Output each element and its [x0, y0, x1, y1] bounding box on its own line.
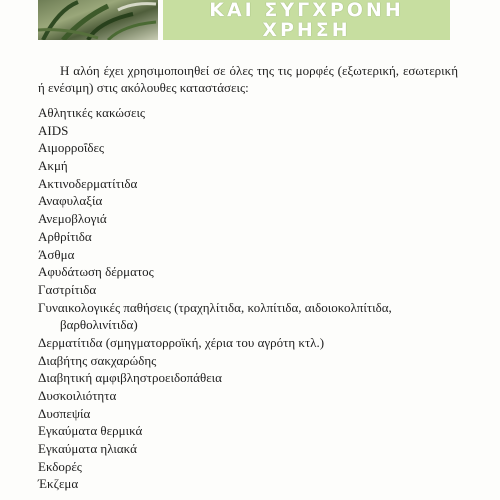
list-item: Δερματίτιδα (σμηγματορροϊκή, χέρια του αγρότη κτλ.) [38, 334, 325, 350]
list-item: Διαβητική αμφιβληστροειδοπάθεια [38, 370, 222, 386]
list-item: Εγκαύματα ηλιακά [38, 441, 137, 457]
list-item: Γαστρίτιδα [38, 281, 97, 297]
list-item: Εγκαύματα θερμικά [38, 423, 143, 439]
list-item: Διαβήτης σακχαρώδης [38, 352, 157, 368]
chapter-title: ΚΑΙ ΣΥΓΧΡΟΝΗ ΧΡΗΣΗ [209, 0, 404, 41]
list-item: AIDS [38, 122, 69, 138]
chapter-header-band [163, 0, 450, 40]
list-item-continuation: βαρθολινίτιδα) [60, 317, 138, 333]
aloe-plant-photo [38, 0, 158, 40]
list-item: Δυσκοιλιότητα [38, 388, 117, 403]
aloe-leaves-icon [38, 0, 158, 40]
list-item: Αιμορροΐδες [38, 140, 105, 156]
list-item: Δυσπεψία [38, 405, 91, 421]
list-item: Άσθμα [38, 246, 75, 262]
list-item: Γυναικολογικές παθήσεις (τραχηλίτιδα, κολπίτιδα, αιδοιοκολπίτιδα, [38, 299, 392, 315]
conditions-list [38, 104, 478, 493]
list-item: Εκδορές [38, 458, 82, 474]
list-item: Ανεμοβλογιά [38, 211, 107, 227]
list-item: Αθλητικές κακώσεις [38, 105, 146, 120]
list-item: Αφυδάτωση δέρματος [38, 264, 154, 280]
intro-paragraph: Η αλόη έχει χρησιμοποιηθεί σε όλες της τις μορφές (εξωτερική, εσωτερική ή ενέσιμη) στις ακόλουθες καταστάσεις: [38, 63, 458, 95]
list-item: Ακτινοδερματίτιδα [38, 175, 138, 191]
list-item: Έκζεμα [38, 476, 79, 492]
list-item: Αρθρίτιδα [38, 228, 92, 244]
list-item: Ακμή [38, 158, 68, 174]
list-item: Αναφυλαξία [38, 193, 103, 209]
